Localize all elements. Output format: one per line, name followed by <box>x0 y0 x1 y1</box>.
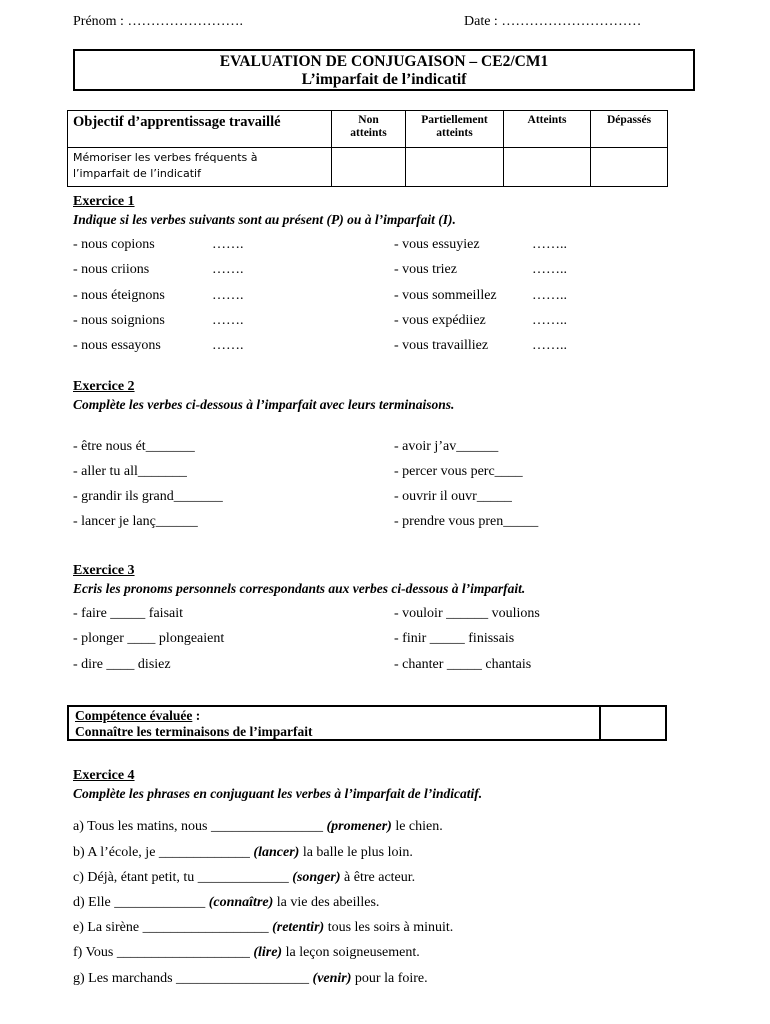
date-field[interactable]: Date : ………………………… <box>464 14 642 29</box>
non-atteints-cell[interactable] <box>332 148 406 187</box>
sentence-item[interactable] <box>73 945 420 961</box>
answer-blank[interactable]: …….. <box>532 288 567 303</box>
verb-hint: (retentir) <box>272 920 325 935</box>
depasses-cell[interactable] <box>591 148 668 187</box>
list-item: - vous sommeillez <box>394 288 497 303</box>
sentence-item[interactable] <box>73 819 443 835</box>
list-item: - nous soignions <box>73 313 165 328</box>
sentence-start: e) La sirène __________________ <box>73 920 273 935</box>
sentence-end: la balle le plus loin. <box>299 845 413 860</box>
atteints-cell[interactable] <box>504 148 591 187</box>
exercise2-title: Exercice 2 <box>73 379 135 394</box>
answer-blank[interactable]: …….. <box>532 338 567 353</box>
list-item: - nous essayons <box>73 338 161 353</box>
sentence-item[interactable] <box>73 920 453 936</box>
sentence-item[interactable] <box>73 895 379 911</box>
sentence-item[interactable] <box>73 870 415 886</box>
sentence-end: le chien. <box>391 819 443 834</box>
sentence-start: b) A l’école, je _____________ <box>73 845 254 860</box>
list-item: - vous expédiiez <box>394 313 486 328</box>
list-item[interactable]: - vouloir ______ voulions <box>394 606 540 621</box>
non-atteints-line1: Non <box>358 114 379 126</box>
sentence-end: tous les soirs à minuit. <box>324 920 454 935</box>
list-item[interactable]: - ouvrir il ouvr_____ <box>394 489 512 504</box>
partiellement-header <box>406 111 504 148</box>
sentence-end: pour la foire. <box>351 971 428 986</box>
non-atteints-header <box>332 111 406 148</box>
sentence-item[interactable] <box>73 845 413 861</box>
list-item[interactable]: - dire ____ disiez <box>73 657 171 672</box>
answer-blank[interactable]: ……. <box>212 313 244 328</box>
competence-description: Connaître les terminaisons de l’imparfait <box>75 724 313 739</box>
partiellement-line1: Partiellement <box>421 114 488 126</box>
list-item: - vous essuyiez <box>394 237 480 252</box>
verb-hint: (promener) <box>326 819 392 834</box>
verb-hint: (venir) <box>312 971 352 986</box>
competence-text <box>75 708 312 740</box>
objective-table <box>67 110 668 187</box>
answer-blank[interactable]: …….. <box>532 313 567 328</box>
sentence-end: la leçon soigneusement. <box>282 945 420 960</box>
answer-blank[interactable]: …….. <box>532 262 567 277</box>
partiellement-cell[interactable] <box>406 148 504 187</box>
atteints-header: Atteints <box>504 111 591 148</box>
sentence-start: d) Elle _____________ <box>73 895 209 910</box>
exercise4-title: Exercice 4 <box>73 768 135 783</box>
exercise3-instruction: Ecris les pronoms personnels correspondants aux verbes ci-dessous à l’imparfait. <box>73 581 526 596</box>
list-item: - nous éteignons <box>73 288 165 303</box>
list-item: - vous triez <box>394 262 457 277</box>
sentence-start: g) Les marchands ___________________ <box>73 971 313 986</box>
list-item[interactable]: - plonger ____ plongeaient <box>73 631 225 646</box>
title-line-1: EVALUATION DE CONJUGAISON – CE2/CM1 <box>219 53 549 70</box>
prenom-field[interactable]: Prénom : ……………………. <box>73 14 243 29</box>
list-item: - nous copions <box>73 237 155 252</box>
competence-box <box>67 705 667 741</box>
objective-header: Objectif d’apprentissage travaillé <box>68 111 332 148</box>
list-item[interactable]: - percer vous perc____ <box>394 464 523 479</box>
list-item[interactable]: - grandir ils grand_______ <box>73 489 223 504</box>
partiellement-line2: atteints <box>436 127 473 139</box>
sentence-end: la vie des abeilles. <box>273 895 380 910</box>
exercise4-instruction: Complète les phrases en conjuguant les verbes à l’imparfait de l’indicatif. <box>73 786 483 801</box>
sentence-item[interactable] <box>73 971 428 987</box>
verb-hint: (connaître) <box>208 895 274 910</box>
list-item[interactable]: - aller tu all_______ <box>73 464 187 479</box>
objective-cell <box>68 148 332 187</box>
answer-blank[interactable]: ……. <box>212 338 244 353</box>
objective-line2: l’imparfait de l’indicatif <box>73 167 201 180</box>
list-item[interactable]: - faire _____ faisait <box>73 606 184 621</box>
verb-hint: (lire) <box>253 945 283 960</box>
list-item[interactable]: - chanter _____ chantais <box>394 657 532 672</box>
objective-line1: Mémoriser les verbes fréquents à <box>73 151 258 164</box>
competence-colon: : <box>192 708 201 723</box>
depasses-header: Dépassés <box>591 111 668 148</box>
title-line-2: L’imparfait de l’indicatif <box>301 71 467 88</box>
sentence-start: a) Tous les matins, nous ________________ <box>73 819 327 834</box>
exercise2-instruction: Complète les verbes ci-dessous à l’imparfait avec leurs terminaisons. <box>73 397 455 412</box>
list-item: - nous criions <box>73 262 150 277</box>
sentence-end: à être acteur. <box>340 870 416 885</box>
page-title <box>73 49 695 91</box>
list-item[interactable]: - finir _____ finissais <box>394 631 515 646</box>
competence-divider <box>599 707 601 739</box>
list-item[interactable]: - avoir j’av______ <box>394 439 499 454</box>
list-item[interactable]: - prendre vous pren_____ <box>394 514 539 529</box>
exercise1-instruction: Indique si les verbes suivants sont au présent (P) ou à l’imparfait (I). <box>73 212 456 227</box>
list-item[interactable]: - lancer je lanç______ <box>73 514 198 529</box>
sentence-start: f) Vous ___________________ <box>73 945 254 960</box>
sentence-start: c) Déjà, étant petit, tu _____________ <box>73 870 293 885</box>
exercise1-title: Exercice 1 <box>73 194 135 209</box>
competence-label: Compétence évaluée <box>75 708 193 723</box>
verb-hint: (songer) <box>292 870 341 885</box>
answer-blank[interactable]: ……. <box>212 288 244 303</box>
answer-blank[interactable]: …….. <box>532 237 567 252</box>
list-item[interactable]: - être nous ét_______ <box>73 439 195 454</box>
verb-hint: (lancer) <box>253 845 300 860</box>
exercise3-title: Exercice 3 <box>73 563 135 578</box>
answer-blank[interactable]: ……. <box>212 262 244 277</box>
answer-blank[interactable]: ……. <box>212 237 244 252</box>
non-atteints-line2: atteints <box>350 127 387 139</box>
list-item: - vous travailliez <box>394 338 489 353</box>
